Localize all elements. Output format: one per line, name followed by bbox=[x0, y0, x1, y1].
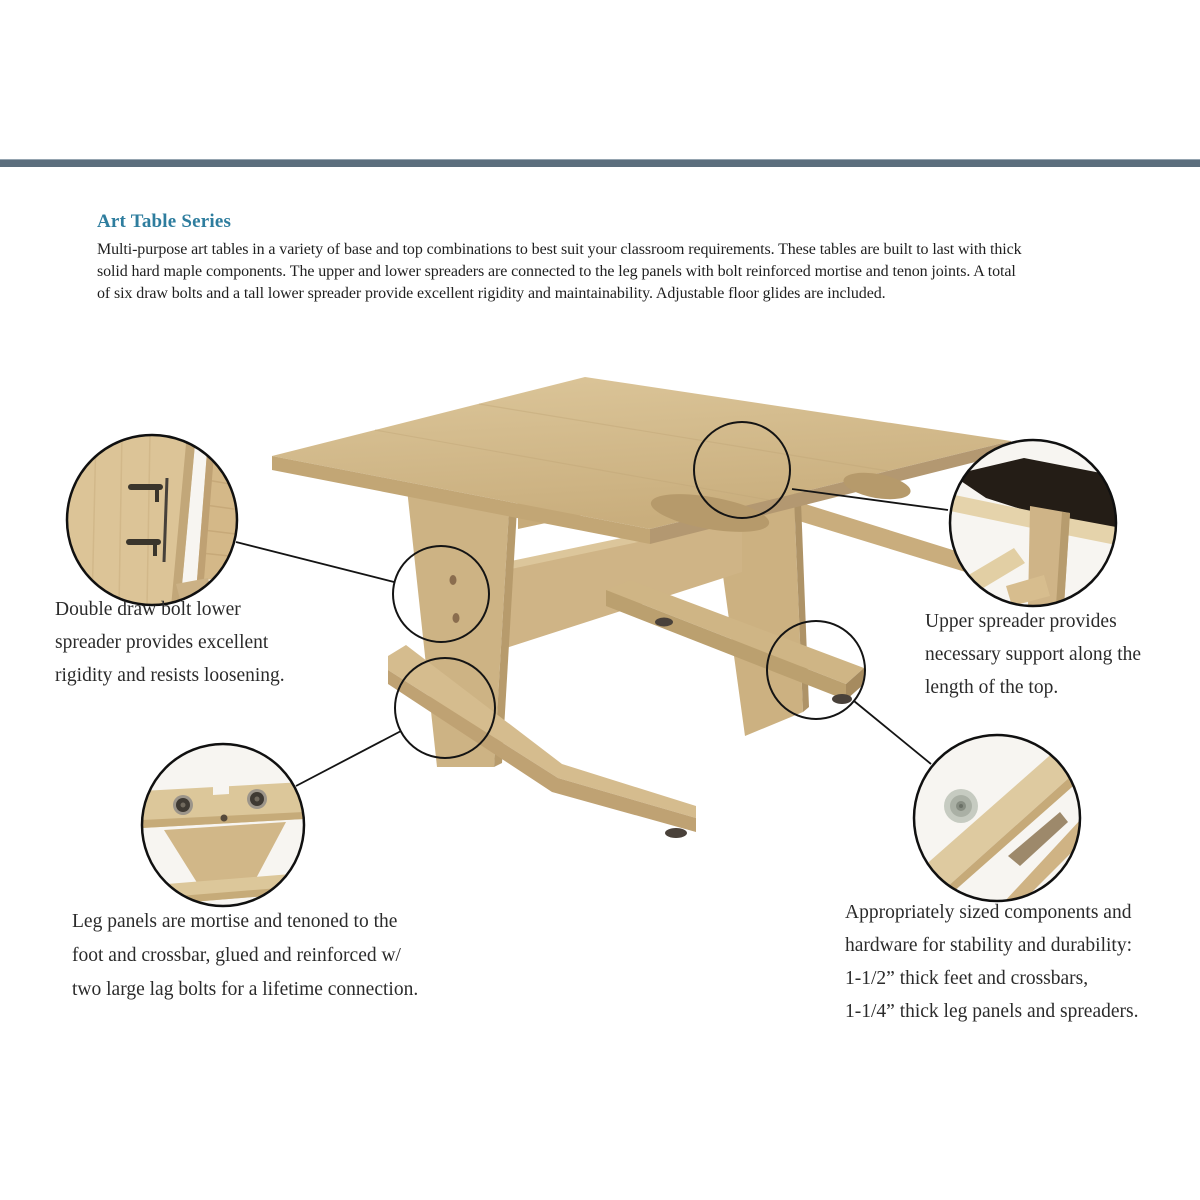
caption-line: necessary support along the bbox=[925, 644, 1142, 665]
detail-photo-draw-bolts bbox=[67, 433, 271, 607]
callout-text-components bbox=[845, 896, 1200, 1028]
caption-line: 1-1/2” thick feet and crossbars, bbox=[845, 968, 1089, 989]
floor-glide bbox=[832, 694, 852, 704]
caption-line: length of the top. bbox=[925, 677, 1059, 698]
caption-line: hardware for stability and durability: bbox=[845, 935, 1132, 956]
caption-line: foot and crossbar, glued and reinforced w/ bbox=[72, 945, 401, 966]
draw-bolt-head bbox=[450, 575, 457, 585]
intro-line: of six draw bolts and a tall lower spreader provide excellent rigidity and maintainability. Adjustable floor glides are included. bbox=[97, 285, 886, 302]
page-title: Art Table Series bbox=[97, 211, 232, 232]
caption-line: 1-1/4” thick leg panels and spreaders. bbox=[845, 1001, 1139, 1022]
caption-line: spreader provides excellent bbox=[55, 632, 269, 653]
floor-glide bbox=[665, 828, 687, 838]
floor-glide-center bbox=[959, 804, 963, 808]
leader-line-leg-panel bbox=[296, 731, 401, 786]
caption-line: Upper spreader provides bbox=[925, 611, 1117, 632]
callout-text-upper-spreader bbox=[925, 605, 1200, 704]
intro-line: solid hard maple components. The upper and lower spreaders are connected to the leg panels with bolt reinforced mortise and tenon joints. A total bbox=[97, 263, 1016, 280]
notch bbox=[213, 782, 229, 795]
rear-foot-side bbox=[606, 590, 846, 700]
caption-line: Appropriately sized components and bbox=[845, 902, 1132, 923]
tabletop-surface bbox=[272, 377, 1011, 529]
callout-text-leg-panels bbox=[72, 905, 472, 1007]
floor-glide bbox=[655, 618, 673, 627]
leader-line-draw-bolts bbox=[236, 542, 394, 582]
leader-line-foot-glide bbox=[854, 701, 931, 764]
table-photo bbox=[272, 377, 1011, 838]
caption-line: Leg panels are mortise and tenoned to the bbox=[72, 911, 398, 932]
pilot-hole bbox=[221, 815, 228, 822]
lag-bolt-center bbox=[181, 803, 186, 808]
caption-line: Double draw bolt lower bbox=[55, 599, 241, 620]
callout-text-draw-bolts bbox=[55, 593, 335, 692]
draw-bolt-head bbox=[453, 613, 460, 623]
caption-line: rigidity and resists loosening. bbox=[55, 665, 285, 686]
intro-line: Multi-purpose art tables in a variety of base and top combinations to best suit your classroom requirements. These tables are built to last with thick bbox=[97, 241, 1022, 258]
lag-bolt-center bbox=[255, 797, 260, 802]
caption-line: two large lag bolts for a lifetime connection. bbox=[72, 979, 419, 1000]
